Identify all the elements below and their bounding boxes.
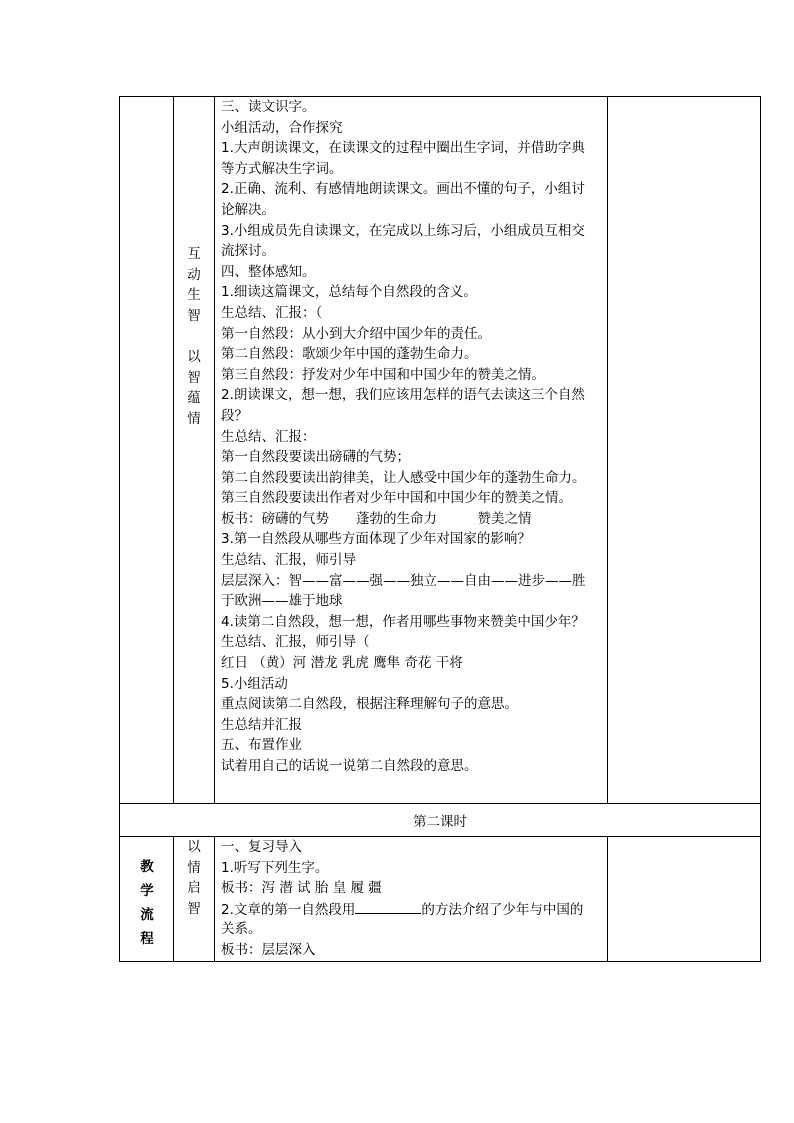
things-list xyxy=(221,653,605,674)
content-line: 试着用自己的话说一说第二自然段的意思。 xyxy=(221,758,478,774)
table-row-divider xyxy=(119,803,761,804)
content-line: 等方式解决生字词。 xyxy=(221,160,343,177)
table-border-bottom xyxy=(119,961,761,962)
content-line: 小组活动，合作探究 xyxy=(221,119,343,136)
content-line: 生总结、汇报，师引导 xyxy=(221,552,356,569)
content-line: 层层深入：智——富——强——独立——自由——进步——胜 xyxy=(221,572,586,589)
board-char: 履 xyxy=(350,880,364,897)
content-line: 于欧洲——雄于地球 xyxy=(221,593,343,610)
content-line: 五、布置作业 xyxy=(221,737,302,754)
label-char: 以 xyxy=(187,348,201,365)
section2-content xyxy=(221,837,605,961)
content-line: 生总结、汇报：（ xyxy=(221,304,323,321)
section2-stage-label xyxy=(174,837,214,919)
board-char: 皇 xyxy=(332,880,347,897)
thing-item: 乳虎 xyxy=(341,655,369,672)
board-chars xyxy=(262,878,547,899)
label-char: 智 xyxy=(187,369,201,386)
section1-content xyxy=(221,97,605,777)
content-line: 1.细读这篇课文，总结每个自然段的含义。 xyxy=(221,284,477,301)
label-char: 动 xyxy=(187,266,201,283)
label-char: 程 xyxy=(140,931,154,947)
content-line: 2.正确、流利、有感情地朗读课文。画出不懂的句子，小组讨 xyxy=(221,181,585,198)
thing-item: （黄）河 xyxy=(252,655,307,672)
fill-blank-line xyxy=(221,899,605,920)
content-line: 论解决。 xyxy=(221,201,275,218)
board-prefix: 板书： xyxy=(221,880,262,897)
thing-item: 奇花 xyxy=(404,655,432,672)
board-char: 疆 xyxy=(368,880,382,897)
content-line: 第二自然段要读出韵律美，让人感受中国少年的蓬勃生命力。 xyxy=(221,469,586,486)
board-char: 潜 xyxy=(279,880,293,897)
content-line: 板书：层层深入 xyxy=(221,941,316,958)
fill-blank-before: 2.文章的第一自然段用 xyxy=(221,901,356,918)
label-char: 智 xyxy=(187,900,201,917)
board-chars-line xyxy=(221,878,605,899)
content-line: 板书：磅礴的气势 蓬勃的生命力 赞美之情 xyxy=(221,510,532,527)
teaching-process-label xyxy=(120,855,174,951)
content-line: 第一自然段要读出磅礴的气势； xyxy=(221,449,410,466)
content-line: 第三自然段要读出作者对少年中国和中国少年的赞美之情。 xyxy=(221,490,572,507)
content-line: 第二自然段：歌颂少年中国的蓬勃生命力。 xyxy=(221,346,478,363)
content-line: 第三自然段：抒发对少年中国和中国少年的赞美之情。 xyxy=(221,366,545,383)
label-char: 情 xyxy=(187,410,201,427)
thing-item: 干将 xyxy=(435,655,463,672)
content-line: 1.大声朗读课文，在读课文的过程中圈出生字词，并借助字典 xyxy=(221,140,585,157)
table-col-divider xyxy=(607,96,608,803)
table-col-divider xyxy=(173,96,174,803)
content-line: 重点阅读第二自然段，根据注释理解句子的意思。 xyxy=(221,696,518,713)
label-char: 流 xyxy=(140,907,154,923)
content-line: 四、整体感知。 xyxy=(221,263,316,280)
board-char: 试 xyxy=(297,880,311,897)
content-line: 流探讨。 xyxy=(221,243,275,260)
label-char: 启 xyxy=(187,880,201,897)
fill-blank-after: 的方法介绍了少年与中国的 xyxy=(421,901,584,918)
label-char: 以 xyxy=(187,839,201,855)
section1-stage-label xyxy=(174,244,214,429)
fill-blank xyxy=(355,899,421,914)
content-line: 生总结、汇报： xyxy=(221,428,316,445)
thing-item: 潜龙 xyxy=(310,655,338,672)
content-line: 关系。 xyxy=(221,921,262,938)
lesson-period-title: 第二课时 xyxy=(413,814,467,830)
content-line: 第一自然段：从小到大介绍中国少年的责任。 xyxy=(221,325,491,342)
label-char: 生 xyxy=(187,287,201,304)
content-line: 4.读第二自然段，想一想，作者用哪些事物来赞美中国少年？ xyxy=(221,613,585,630)
table-col-divider xyxy=(214,836,215,961)
label-char: 情 xyxy=(187,859,201,876)
board-char: 泻 xyxy=(261,880,275,897)
content-line: 3.小组成员先自读课文，在完成以上练习后，小组成员互相交 xyxy=(221,222,585,239)
content-line: 段？ xyxy=(221,407,248,424)
label-char: 智 xyxy=(187,307,201,324)
board-char: 胎 xyxy=(314,880,329,897)
content-line: 生总结并汇报 xyxy=(221,716,302,733)
thing-item: 红日 xyxy=(221,655,248,672)
content-line: 5.小组活动 xyxy=(221,675,288,692)
label-char: 教 xyxy=(140,859,154,875)
table-border-right xyxy=(760,96,761,962)
thing-item: 鹰隼 xyxy=(373,655,401,672)
content-line: 生总结、汇报，师引导（ xyxy=(221,634,370,651)
label-char: 蕴 xyxy=(187,390,201,407)
content-line: 三、读文识字。 xyxy=(221,99,316,115)
label-char xyxy=(174,326,214,347)
label-char: 学 xyxy=(140,883,154,899)
content-line: 1.听写下列生字。 xyxy=(221,859,329,876)
table-col-divider xyxy=(607,836,608,961)
label-char: 互 xyxy=(187,246,201,262)
content-line: 3.第一自然段从哪些方面体现了少年对国家的影响？ xyxy=(221,531,531,548)
content-line: 2.朗读课文，想一想，我们应该用怎样的语气去读这三个自然 xyxy=(221,387,585,404)
table-col-divider xyxy=(214,96,215,803)
content-line: 一、复习导入 xyxy=(221,839,302,855)
